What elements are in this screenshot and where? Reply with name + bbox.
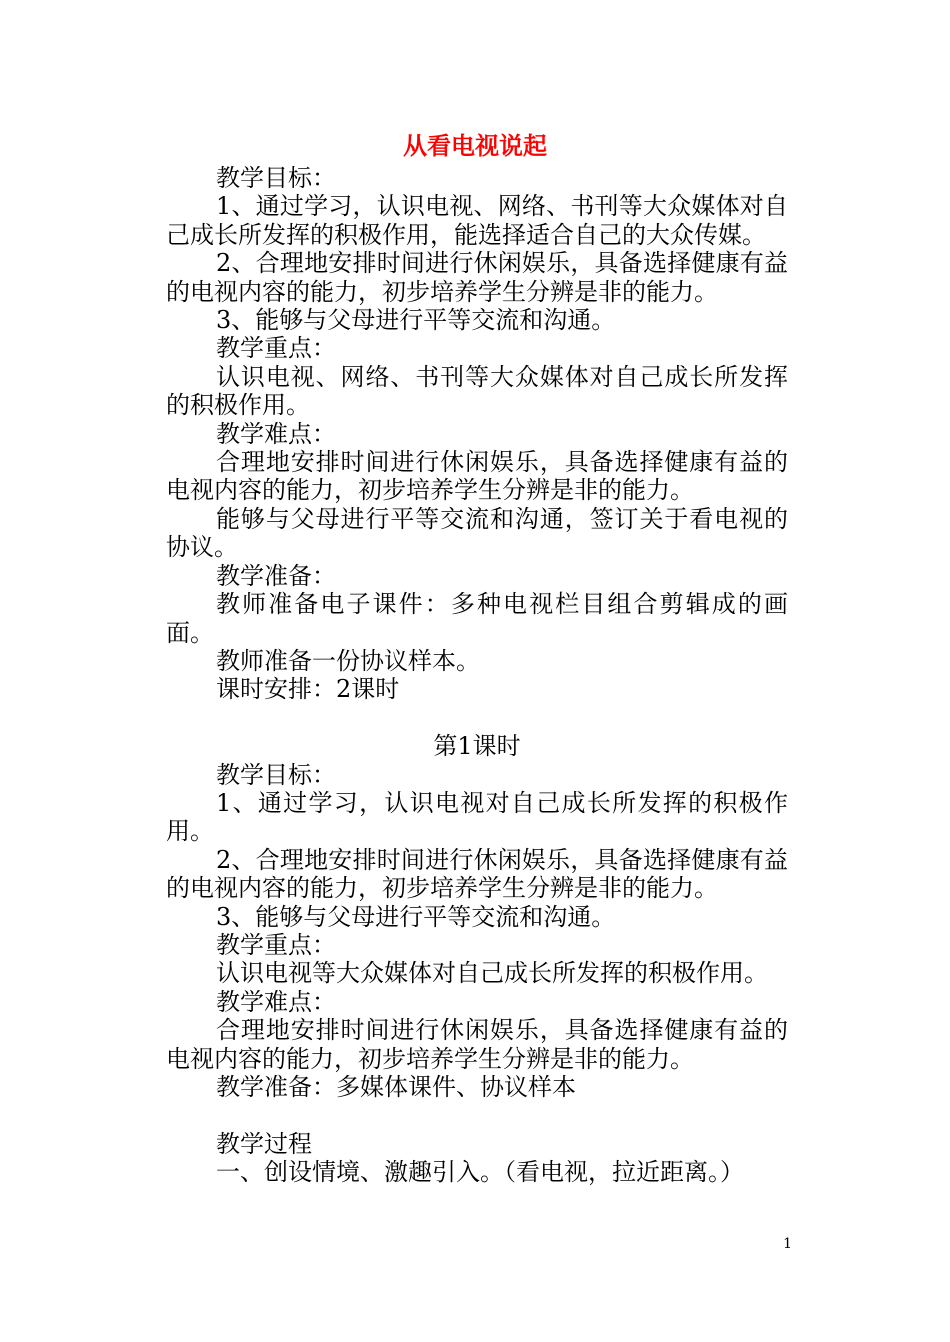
paragraph: 教学过程	[216, 1129, 312, 1158]
paragraph: 教学准备：多媒体课件、协议样本	[216, 1072, 576, 1101]
blank-line	[166, 1101, 788, 1129]
paragraph: 认识电视、网络、书刊等大众媒体对自己成长所发挥的积极作用。	[166, 362, 788, 420]
paragraph: 认识电视等大众媒体对自己成长所发挥的积极作用。	[216, 959, 768, 988]
paragraph: 3、能够与父母进行平等交流和沟通。	[216, 306, 616, 335]
paragraph: 教学难点：	[216, 419, 336, 448]
paragraph: 教学重点：	[216, 334, 336, 363]
paragraph: 课时安排：2课时	[216, 675, 400, 704]
paragraph: 教学重点：	[216, 930, 336, 959]
document-title: 从看电视说起	[403, 131, 547, 160]
paragraph: 一、创设情境、激趣引入。（看电视，拉近距离。）	[216, 1158, 744, 1187]
document-body	[166, 164, 788, 1187]
paragraph: 教学目标：	[216, 760, 336, 789]
paragraph: 能够与父母进行平等交流和沟通，签订关于看电视的协议。	[166, 504, 788, 562]
paragraph: 教学难点：	[216, 987, 336, 1016]
paragraph: 合理地安排时间进行休闲娱乐，具备选择健康有益的电视内容的能力，初步培养学生分辨是非的能力。	[166, 448, 788, 505]
paragraph: 1、通过学习，认识电视、网络、书刊等大众媒体对自己成长所发挥的积极作用，能选择适合自己的大众传媒。	[166, 192, 788, 249]
page-number: 1	[783, 1236, 792, 1252]
paragraph: 1、通过学习，认识电视对自己成长所发挥的积极作用。	[166, 788, 788, 846]
paragraph: 教学目标：	[216, 164, 336, 192]
paragraph: 合理地安排时间进行休闲娱乐，具备选择健康有益的电视内容的能力，初步培养学生分辨是非的能力。	[166, 1016, 788, 1073]
paragraph: 教师准备一份协议样本。	[216, 646, 480, 675]
paragraph: 教学准备：	[216, 561, 336, 590]
paragraph: 2、合理地安排时间进行休闲娱乐，具备选择健康有益的电视内容的能力，初步培养学生分辨是非的能力。	[166, 845, 788, 903]
blank-line	[166, 704, 788, 732]
paragraph: 教师准备电子课件：多种电视栏目组合剪辑成的画面。	[166, 590, 788, 647]
paragraph: 2、合理地安排时间进行休闲娱乐，具备选择健康有益的电视内容的能力，初步培养学生分辨是非的能力。	[166, 249, 788, 306]
paragraph: 3、能够与父母进行平等交流和沟通。	[216, 902, 616, 931]
section-heading: 第1课时	[433, 732, 521, 761]
